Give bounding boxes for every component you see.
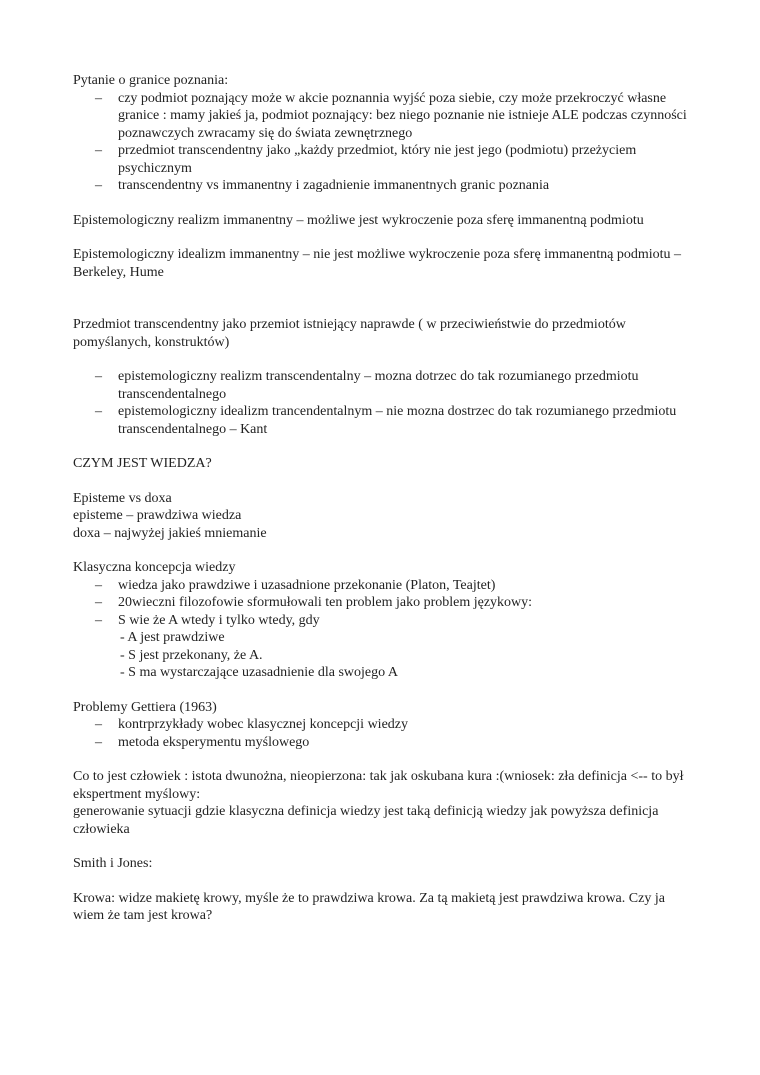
paragraph-krowa: Krowa: widze makietę krowy, myśle że to prawdziwa krowa. Za tą makietą jest prawdziwa krowa. Czy ja wiem że tam jest krowa? <box>73 890 665 923</box>
list-item <box>73 612 693 682</box>
list-item-text: 20wieczni filozofowie sformułowali ten problem jako problem językowy: <box>118 595 533 610</box>
list-item-text: czy podmiot poznający może w akcie poznannia wyjść poza siebie, czy może przekroczyć własne granice : mamy jakieś ja, podmiot poznający: bez niego poznanie nie istnieje ALE podczas czynności poznawczych zwracamy się do świata zewnętrznego <box>118 90 687 141</box>
list-item <box>73 594 693 612</box>
list-item <box>73 577 693 595</box>
dash-bullet: – <box>95 178 102 193</box>
dash-bullet: – <box>95 404 102 419</box>
list-item-text: transcendentny vs immanentny i zagadnienie immanentnych granic poznania <box>118 178 550 193</box>
paragraph-generowanie: generowanie sytuacji gdzie klasyczna definicja wiedzy jest taką definicją wiedzy jak powyższa definicja człowieka <box>73 804 659 837</box>
dash-bullet: – <box>95 577 102 593</box>
episteme-line: episteme – prawdziwa wiedza <box>73 508 242 523</box>
list-item <box>73 403 693 438</box>
klasyczna-list <box>73 577 693 682</box>
document-page <box>73 72 693 925</box>
paragraph-smith-jones: Smith i Jones: <box>73 856 153 871</box>
paragraph-przedmiot-transcendentny: Przedmiot transcendentny jako przemiot istniejący naprawde ( w przeciwieństwie do przedmiotów pomyślanych, konstruktów) <box>73 317 626 350</box>
list-item <box>73 177 693 195</box>
list-item <box>73 716 693 734</box>
section-heading-gettier: Problemy Gettiera (1963) <box>73 699 217 715</box>
episteme-line: doxa – najwyżej jakieś mniemanie <box>73 525 267 541</box>
dash-bullet: – <box>95 369 102 384</box>
section-heading-czym-jest-wiedza: CZYM JEST WIEDZA? <box>73 456 212 471</box>
dash-bullet: – <box>95 734 102 750</box>
list-item-text: S wie że A wtedy i tylko wtedy, gdy <box>118 612 320 628</box>
section-heading-granice: Pytanie o granice poznania: <box>73 73 229 88</box>
list-item <box>73 734 693 752</box>
list-item <box>73 368 693 403</box>
section-heading-klasyczna: Klasyczna koncepcja wiedzy <box>73 560 236 575</box>
dash-bullet: – <box>95 595 102 610</box>
episteme-line: Episteme vs doxa <box>73 490 172 506</box>
dash-bullet: – <box>95 143 102 158</box>
paragraph-idealizm-immanentny: Epistemologiczny idealizm immanentny – nie jest możliwe wykroczenie poza sferę immanentną podmiotu – Berkeley, Hume <box>73 247 682 280</box>
condition-line: - S ma wystarczające uzasadnienie dla swojego A <box>120 665 398 680</box>
list-item-text: metoda eksperymentu myślowego <box>118 734 310 750</box>
list-item-text: wiedza jako prawdziwe i uzasadnione przekonanie (Platon, Teajtet) <box>118 577 496 593</box>
list-item <box>73 90 693 143</box>
transcendentalny-list <box>73 368 693 438</box>
dash-bullet: – <box>95 612 102 628</box>
list-item-text: przedmiot transcendentny jako „każdy przedmiot, który nie jest jego (podmiotu) przeżyciem psychicznym <box>118 143 637 176</box>
list-item-text: epistemologiczny idealizm trancendentalnym – nie mozna dostrzec do tak rozumianego przedmiotu transcendentalnego – Kant <box>118 404 677 437</box>
dash-bullet: – <box>95 717 102 732</box>
dash-bullet: – <box>95 90 102 106</box>
paragraph-realizm-immanentny: Epistemologiczny realizm immanentny – możliwe jest wykroczenie poza sferę immanentną podmiotu <box>73 212 644 228</box>
list-item <box>73 142 693 177</box>
paragraph-czlowiek: Co to jest człowiek : istota dwunożna, nieopierzona: tak jak oskubana kura :(wniosek: zła definicja <-- to był ekspertment myślowy: <box>73 769 684 802</box>
granice-list <box>73 90 693 195</box>
condition-line: - S jest przekonany, że A. <box>120 647 263 663</box>
gettier-list <box>73 716 693 751</box>
condition-line: - A jest prawdziwe <box>120 630 225 645</box>
list-item-text: kontrprzykłady wobec klasycznej koncepcji wiedzy <box>118 717 409 732</box>
list-item-text: epistemologiczny realizm transcendentalny – mozna dotrzec do tak rozumianego przedmiotu transcendentalnego <box>118 369 639 402</box>
